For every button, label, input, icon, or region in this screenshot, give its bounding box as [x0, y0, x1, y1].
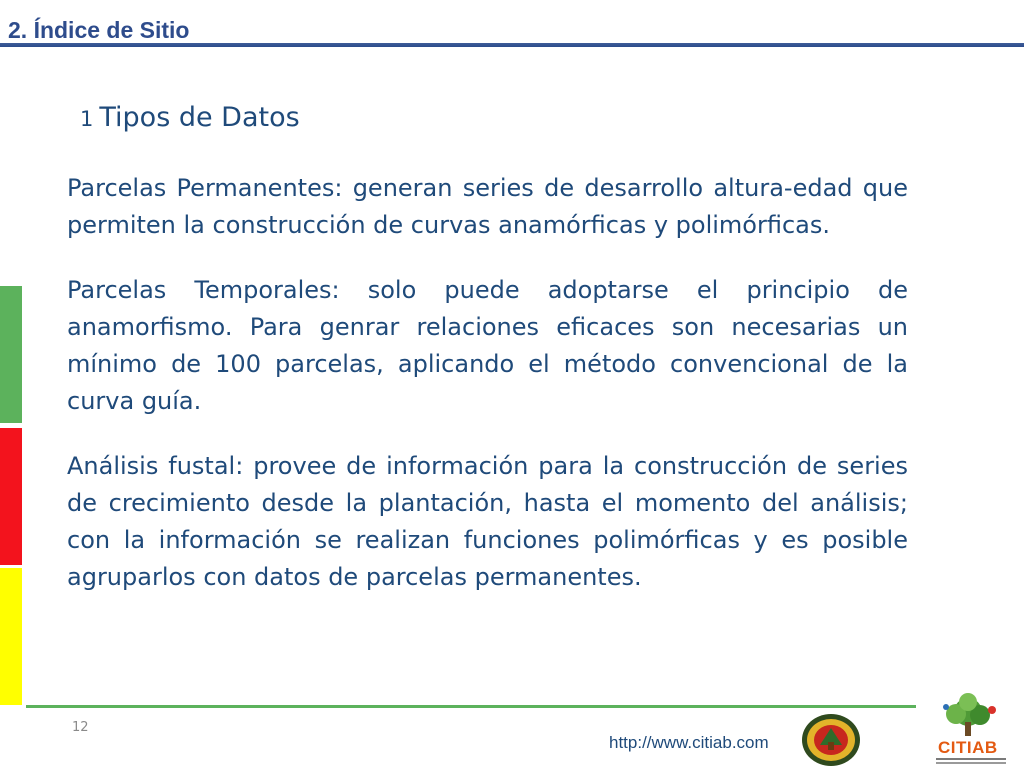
paragraph-temporary-plots: Parcelas Temporales: solo puede adoptarse el principio de anamorfismo. Para genrar relaciones eficaces son necesarias un mínimo de 100 parcelas, aplicando el método convencional de la curva guía. — [67, 276, 908, 415]
paragraph-permanent-plots: Parcelas Permanentes: generan series de desarrollo altura-edad que permiten la construcción de curvas anamórficas y polimórficas. — [67, 174, 908, 239]
yellow-side-strip — [0, 568, 22, 705]
section-heading — [80, 100, 300, 137]
university-seal-logo — [800, 712, 862, 768]
slide-header-title: 2. Índice de Sitio — [8, 17, 190, 43]
page-number: 12 — [72, 720, 89, 735]
slide-body — [67, 170, 908, 624]
green-side-strip — [0, 286, 22, 423]
header-divider — [0, 43, 1024, 47]
paragraph-stem-analysis: Análisis fustal: provee de información para la construcción de series de crecimiento desde la plantación, hasta el momento del análisis; con la información se realizan funciones polimórficas y es posible agruparlos con datos de parcelas permanentes. — [67, 452, 908, 591]
red-side-strip — [0, 428, 22, 565]
section-number: 1 — [80, 107, 94, 131]
footer-divider — [26, 705, 916, 708]
citiab-logo-name: CITIAB — [938, 738, 998, 757]
section-title: Tipos de Datos — [99, 102, 300, 133]
footer-url-link[interactable]: http://www.citiab.com — [609, 733, 769, 752]
